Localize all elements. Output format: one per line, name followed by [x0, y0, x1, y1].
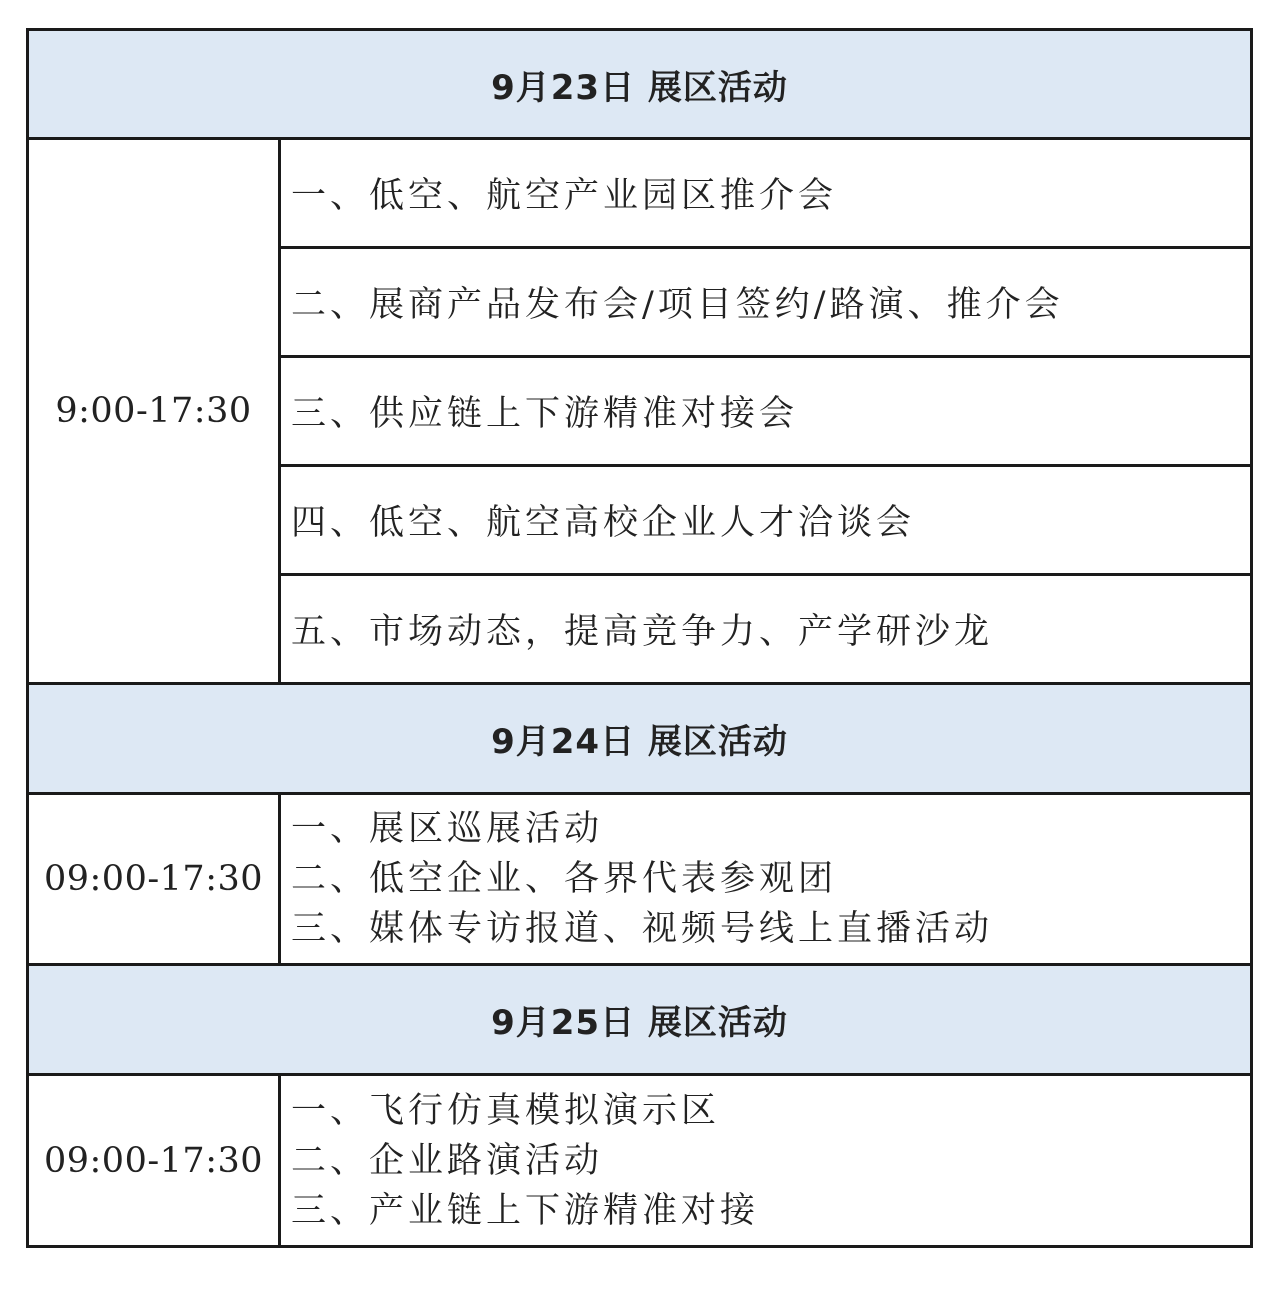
activity-item: 一、低空、航空产业园区推介会 [280, 139, 1252, 248]
activity-list [280, 794, 1252, 965]
activity-item: 三、媒体专访报道、视频号线上直播活动 [291, 909, 994, 949]
activity-item: 四、低空、航空高校企业人才洽谈会 [280, 466, 1252, 575]
activity-item: 二、低空企业、各界代表参观团 [291, 859, 838, 899]
activity-list [280, 1075, 1252, 1247]
activity-item: 二、企业路演活动 [291, 1140, 604, 1181]
activity-item: 五、市场动态，提高竞争力、产学研沙龙 [280, 575, 1252, 684]
time-cell: 09:00-17:30 [28, 794, 280, 965]
activity-item: 三、产业链上下游精准对接 [291, 1190, 760, 1231]
time-cell: 9:00-17:30 [28, 139, 280, 684]
schedule-row [28, 139, 1252, 248]
activity-item: 一、展区巡展活动 [291, 809, 604, 849]
day-header: 9月23日 展区活动 [28, 30, 1252, 139]
day-header: 9月25日 展区活动 [28, 965, 1252, 1075]
schedule-row [28, 1075, 1252, 1247]
activity-item: 一、飞行仿真模拟演示区 [291, 1090, 721, 1131]
activity-item: 三、供应链上下游精准对接会 [280, 357, 1252, 466]
day-header-row [28, 684, 1252, 794]
day-header-row [28, 965, 1252, 1075]
schedule-table [26, 28, 1253, 1248]
schedule-row [28, 794, 1252, 965]
day-header: 9月24日 展区活动 [28, 684, 1252, 794]
day-header-row [28, 30, 1252, 139]
activity-item: 二、展商产品发布会/项目签约/路演、推介会 [280, 248, 1252, 357]
time-cell: 09:00-17:30 [28, 1075, 280, 1247]
